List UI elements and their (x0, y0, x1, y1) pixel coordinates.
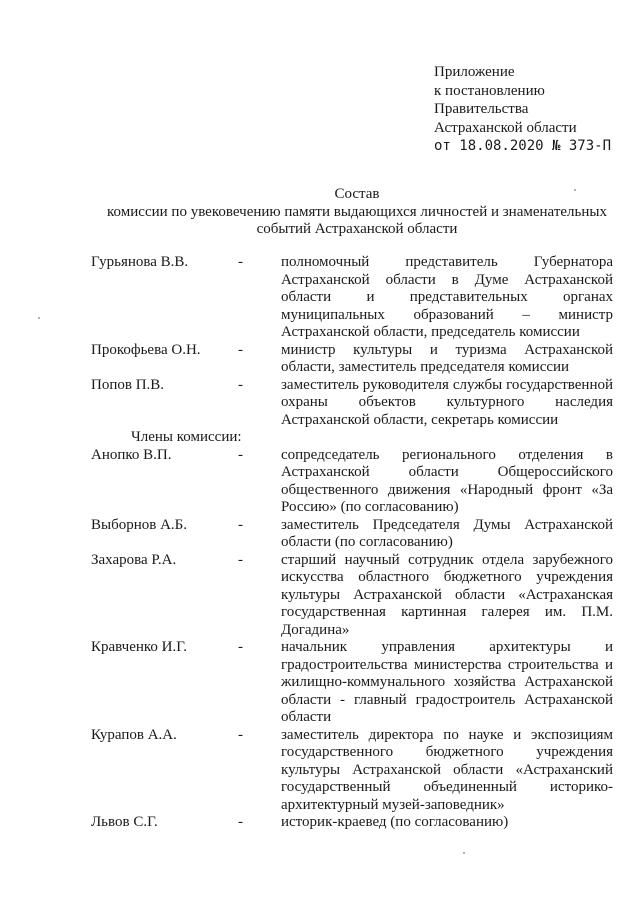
dash: - (238, 376, 243, 393)
list-item (91, 254, 613, 342)
appendix-line: Правительства (434, 101, 529, 117)
list-item (91, 342, 613, 377)
dash: - (238, 726, 243, 743)
dash: - (238, 446, 243, 463)
member-role: заместитель директора по науке и экспозициям государственного бюджетного учреждения культуры Астраханской области «Астраханский государственный объединенный историко-архитектурный музей-заповедник» (281, 726, 613, 813)
list-item (91, 814, 613, 832)
dash: - (238, 254, 243, 270)
dash: - (238, 639, 243, 655)
member-name: Курапов А.А. (91, 726, 177, 743)
appendix-line: Приложение (434, 64, 515, 80)
title-line: комиссии по увековечению памяти выдающихся личностей и знаменательных (107, 203, 607, 220)
member-name: Попов П.В. (91, 376, 165, 393)
dash: - (238, 814, 243, 830)
appendix-line: к постановлению (434, 82, 545, 99)
member-role: историк-краевед (по согласованию) (281, 814, 509, 830)
list-item (91, 639, 613, 727)
member-role: заместитель Председателя Думы Астраханской области (по согласованию) (281, 516, 613, 550)
member-name: Анопко В.П. (91, 446, 172, 463)
dash: - (238, 551, 243, 568)
member-name: Львов С.Г. (91, 814, 158, 830)
scan-speck (463, 852, 465, 854)
list-item (91, 517, 613, 552)
member-role: заместитель руководителя службы государственной охраны объектов культурного наследия Астраханской области, секретарь комиссии (281, 376, 613, 428)
member-name: Выборнов А.Б. (91, 516, 188, 533)
list-item (91, 552, 613, 640)
member-name: Кравченко И.Г. (91, 639, 187, 655)
list-item (91, 727, 613, 815)
title-line: событий Астраханской области (256, 221, 458, 237)
dash: - (238, 516, 243, 533)
members-heading: Члены комиссии: (131, 429, 242, 445)
appendix-block (434, 63, 611, 156)
document-title (96, 186, 618, 239)
title-line: Состав (334, 186, 380, 202)
member-role: начальник управления архитектуры и градостроительства министерства строительства и жилищно-коммунального хозяйства Астраханской области - главный градостроитель Астраханской области (281, 639, 613, 725)
member-role: старший научный сотрудник отдела зарубежного искусства областного бюджетного учреждения культуры Астраханской области «Астраханская государственная картинная галерея им. П.М. Догадина» (281, 551, 613, 638)
scan-speck (38, 317, 40, 319)
appendix-line: Астраханской области (434, 119, 577, 136)
list-item (91, 377, 613, 430)
resolution-reference: от 18.08.2020 № 373-П (434, 138, 612, 154)
member-name: Захарова Р.А. (91, 551, 177, 568)
member-name: Прокофьева О.Н. (91, 341, 201, 358)
scan-speck (574, 189, 576, 191)
dash: - (238, 341, 243, 358)
member-role: сопредседатель регионального отделения в Астраханской области Общероссийского общественного движения «Народный фронт «За Россию» (по согласованию) (281, 446, 613, 515)
member-name: Гурьянова В.В. (91, 254, 189, 270)
list-item (91, 447, 613, 517)
commission-list (91, 254, 613, 832)
member-role: полномочный представитель Губернатора Астраханской области в Думе Астраханской области и представительных органах муниципальных образований – министр Астраханской области, председатель комиссии (281, 254, 613, 340)
member-role: министр культуры и туризма Астраханской области, заместитель председателя комиссии (281, 341, 613, 375)
